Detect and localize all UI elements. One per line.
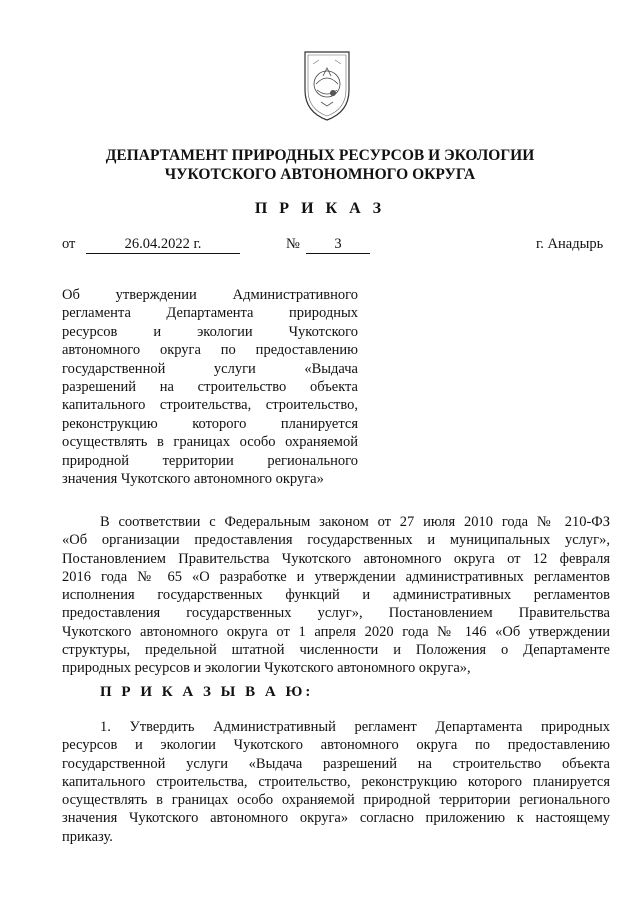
- department-title-line2: ЧУКОТСКОГО АВТОНОМНОГО ОКРУГА: [164, 166, 476, 183]
- preamble-paragraph: [62, 513, 610, 678]
- subject-block: [62, 286, 358, 488]
- order-word: П Р И К А З Ы В А Ю:: [100, 684, 314, 700]
- preamble-line: предоставления государственных услуг», Постановлением Правительства: [62, 605, 610, 622]
- preamble-line: природных ресурсов и экологии Чукотского автономного округа»,: [62, 660, 471, 677]
- item-1-paragraph: [62, 718, 610, 846]
- preamble-line: Чукотского автономного округа от 1 апреля 2020 года № 146 «Об утверждении: [62, 623, 610, 640]
- subject-line: капитального строительства, строительство,: [62, 397, 358, 414]
- preamble-line: В соответствии с Федеральным законом от 27 июля 2010 года № 210-ФЗ: [100, 514, 610, 530]
- item-1-line: 1. Утвердить Административный регламент Департамента природных: [100, 719, 610, 735]
- place: г. Анадырь: [536, 236, 604, 252]
- item-1-line: капитального строительства, строительство, реконструкцию которого планируется: [62, 773, 610, 790]
- subject-line: реконструкцию которого планируется: [62, 415, 358, 432]
- preamble-line: исполнения государственных функций и административных регламентов: [62, 587, 610, 604]
- subject-line: природной территории регионального: [62, 452, 358, 469]
- subject-line: регламента Департамента природных: [62, 305, 358, 322]
- item-1-line: приказу.: [62, 828, 113, 845]
- item-1-line: государственной услуги «Выдача разрешений на строительство объекта: [62, 755, 610, 772]
- document-type: П Р И К А З: [254, 200, 386, 217]
- number-field: 3: [306, 235, 370, 254]
- item-1-line: ресурсов и экологии Чукотского автономного округа по предоставлению: [62, 737, 610, 754]
- preamble-line: структуры, предельной штатной численности и Положения о Департаменте: [62, 642, 610, 659]
- subject-line: автономного округа по предоставлению: [62, 342, 358, 359]
- date-field-wrap: [86, 235, 240, 254]
- department-title: [0, 146, 640, 184]
- department-title-line1: ДЕПАРТАМЕНТ ПРИРОДНЫХ РЕСУРСОВ И ЭКОЛОГИИ: [105, 147, 535, 164]
- subject-line: Об утверждении Административного: [62, 287, 358, 303]
- subject-line: значения Чукотского автономного округа»: [62, 470, 324, 487]
- preamble-line: «Об организации предоставления государственных и муниципальных услуг»,: [62, 532, 610, 549]
- coat-of-arms-icon: [299, 46, 355, 124]
- preamble-line: Постановлением Правительства Чукотского автономного округа от 12 февраля: [62, 550, 610, 567]
- subject-line: разрешений на строительство объекта: [62, 378, 358, 395]
- item-1-line: осуществлять в границах особо охраняемой природной территории регионального: [62, 792, 610, 809]
- item-1-line: значения Чукотского автономного округа» согласно приложению к настоящему: [62, 810, 610, 827]
- subject-line: ресурсов и экологии Чукотского: [62, 323, 358, 340]
- subject-line: государственной услуги «Выдача: [62, 360, 358, 377]
- preamble-line: 2016 года № 65 «О разработке и утверждении административных регламентов: [62, 568, 610, 585]
- date-field: 26.04.2022 г.: [86, 235, 240, 254]
- number-label: №: [286, 236, 300, 252]
- number-field-wrap: [306, 235, 370, 254]
- from-label: от: [62, 236, 76, 252]
- subject-line: осуществлять в границах особо охраняемой: [62, 434, 358, 451]
